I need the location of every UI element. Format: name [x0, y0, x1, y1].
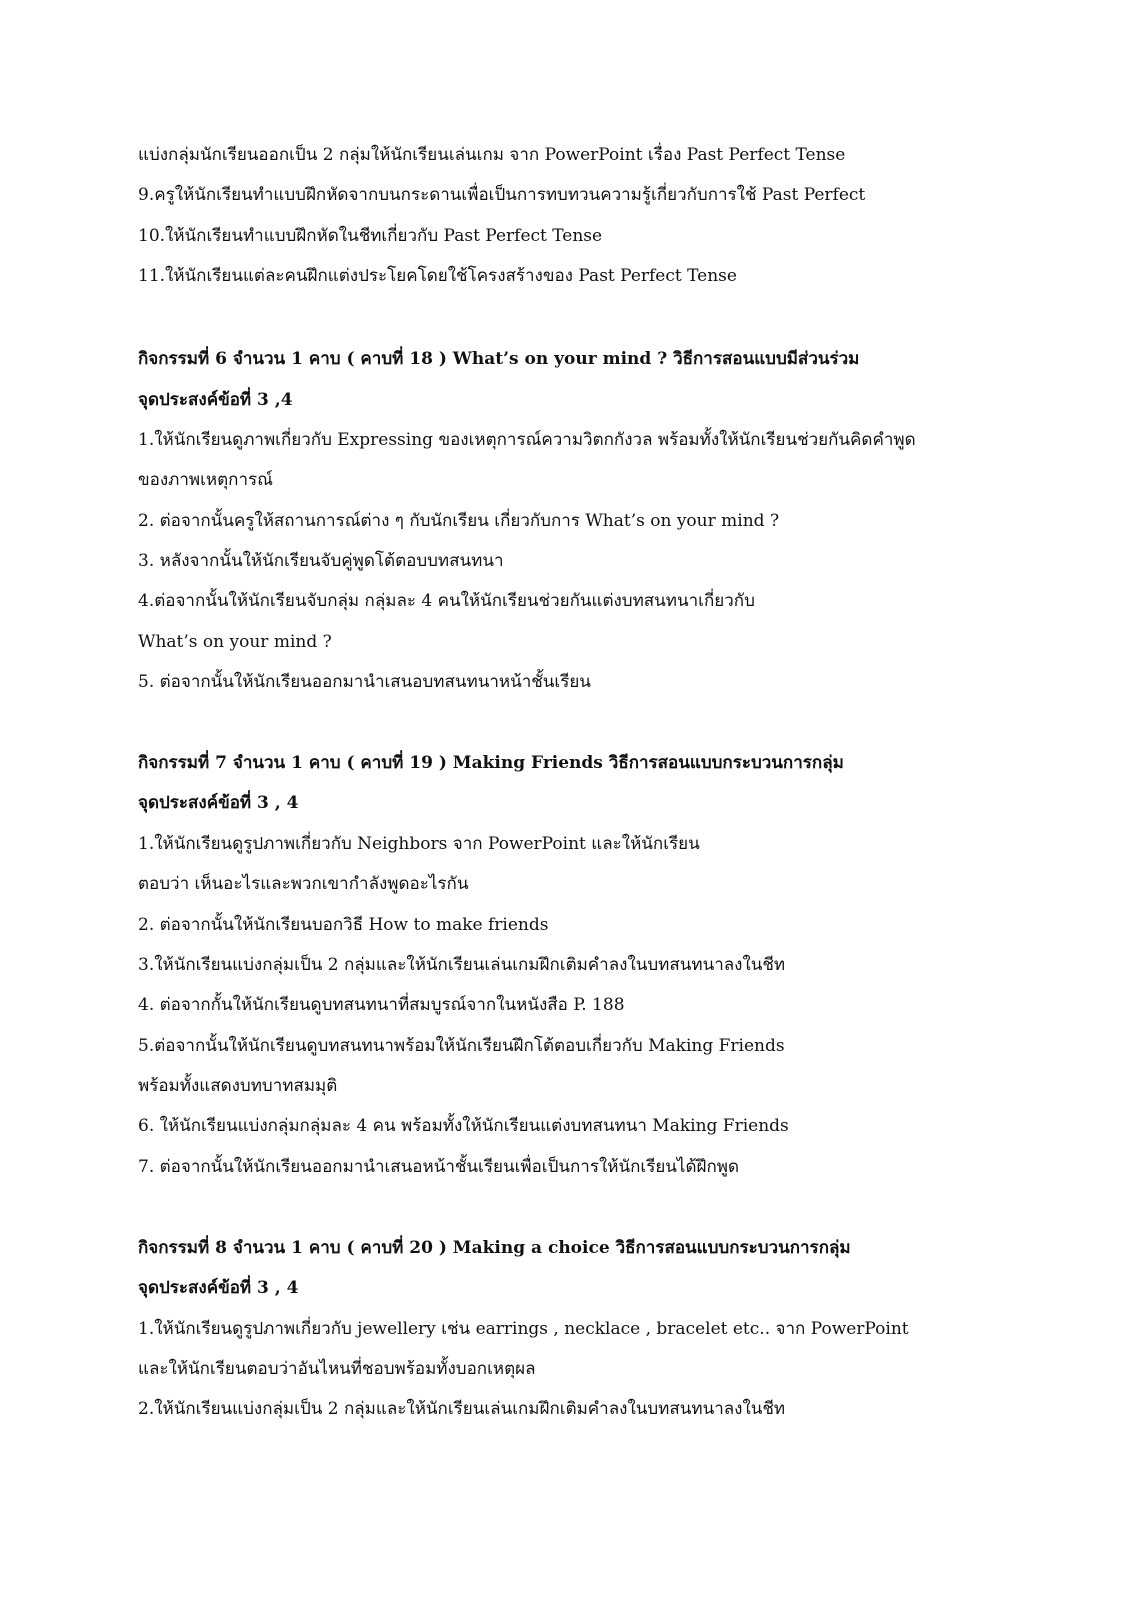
activity-8-line-2: และให้นักเรียนตอบว่าอันไหนที่ชอบพร้อมทั้งบอกเหตุผล: [138, 1359, 536, 1379]
activity-6-line-2: ของภาพเหตุการณ์: [138, 470, 273, 490]
activity-7-line-4: 3.ให้นักเรียนแบ่งกลุ่มเป็น 2 กลุ่มและให้นักเรียนเล่นเกมฝึกเติมคำลงในบทสนทนาลงในชีท: [138, 955, 786, 975]
intro-line-4: 11.ให้นักเรียนแต่ละคนฝึกแต่งประโยคโดยใช้โครงสร้างของ Past Perfect Tense: [138, 266, 737, 286]
activity-6-line-4: 3. หลังจากนั้นให้นักเรียนจับคู่พูดโต้ตอบบทสนทนา: [138, 551, 504, 571]
activity-8-title: กิจกรรมที่ 8 จำนวน 1 คาบ ( คาบที่ 20 ) Making a choice วิธีการสอนแบบกระบวนการกลุ่ม: [138, 1238, 851, 1258]
activity-7-line-5: 4. ต่อจากกั้นให้นักเรียนดูบทสนทนาที่สมบูรณ์จากในหนังสือ P. 188: [138, 995, 625, 1015]
activity-6-objective: จุดประสงค์ข้อที่ 3 ,4: [138, 390, 293, 410]
intro-line-1: แบ่งกลุ่มนักเรียนออกเป็น 2 กลุ่มให้นักเรียนเล่นเกม จาก PowerPoint เรื่อง Past Perfect Tense: [138, 145, 846, 165]
activity-8-line-1: 1.ให้นักเรียนดูรูปภาพเกี่ยวกับ jewellery เช่น earrings , necklace , bracelet etc.. จาก PowerPoint: [138, 1319, 909, 1339]
activity-7-line-1: 1.ให้นักเรียนดูรูปภาพเกี่ยวกับ Neighbors จาก PowerPoint และให้นักเรียน: [138, 834, 700, 854]
activity-7-line-2: ตอบว่า เห็นอะไรและพวกเขากำลังพูดอะไรกัน: [138, 874, 469, 894]
activity-7-line-3: 2. ต่อจากนั้นให้นักเรียนบอกวิธี How to make friends: [138, 915, 549, 935]
activity-7-line-8: 6. ให้นักเรียนแบ่งกลุ่มกลุ่มละ 4 คน พร้อมทั้งให้นักเรียนแต่งบทสนทนา Making Friends: [138, 1116, 789, 1136]
activity-8-objective: จุดประสงค์ข้อที่ 3 , 4: [138, 1278, 299, 1298]
activity-6-line-1: 1.ให้นักเรียนดูภาพเกี่ยวกับ Expressing ของเหตุการณ์ความวิตกกังวล พร้อมทั้งให้นักเรียนช่วยกันคิดคำพูด: [138, 430, 916, 450]
activity-7-line-9: 7. ต่อจากนั้นให้นักเรียนออกมานำเสนอหน้าชั้นเรียนเพื่อเป็นการให้นักเรียนได้ฝึกพูด: [138, 1157, 740, 1177]
activity-6-line-7: 5. ต่อจากนั้นให้นักเรียนออกมานำเสนอบทสนทนาหน้าชั้นเรียน: [138, 672, 591, 692]
activity-6-line-6: What’s on your mind ?: [138, 632, 332, 652]
intro-line-2: 9.ครูให้นักเรียนทำแบบฝึกหัดจากบนกระดานเพื่อเป็นการทบทวนความรู้เกี่ยวกับการใช้ Past Perfect: [138, 185, 866, 205]
activity-7-line-6: 5.ต่อจากนั้นให้นักเรียนดูบทสนทนาพร้อมให้นักเรียนฝึกโต้ตอบเกี่ยวกับ Making Friends: [138, 1036, 785, 1056]
activity-6-line-3: 2. ต่อจากนั้นครูให้สถานการณ์ต่าง ๆ กับนักเรียน เกี่ยวกับการ What’s on your mind ?: [138, 511, 780, 531]
activity-6-line-5: 4.ต่อจากนั้นให้นักเรียนจับกลุ่ม กลุ่มละ 4 คนให้นักเรียนช่วยกันแต่งบทสนทนาเกี่ยวกับ: [138, 591, 755, 611]
activity-6-title: กิจกรรมที่ 6 จำนวน 1 คาบ ( คาบที่ 18 ) What’s on your mind ? วิธีการสอนแบบมีส่วนร่วม: [138, 349, 860, 369]
activity-7-objective: จุดประสงค์ข้อที่ 3 , 4: [138, 793, 299, 813]
activity-7-title: กิจกรรมที่ 7 จำนวน 1 คาบ ( คาบที่ 19 ) Making Friends วิธีการสอนแบบกระบวนการกลุ่ม: [138, 753, 844, 773]
intro-line-3: 10.ให้นักเรียนทำแบบฝึกหัดในชีทเกี่ยวกับ Past Perfect Tense: [138, 226, 603, 246]
activity-8-line-3: 2.ให้นักเรียนแบ่งกลุ่มเป็น 2 กลุ่มและให้นักเรียนเล่นเกมฝึกเติมคำลงในบทสนทนาลงในชีท: [138, 1399, 786, 1419]
activity-7-line-7: พร้อมทั้งแสดงบทบาทสมมุติ: [138, 1076, 338, 1096]
